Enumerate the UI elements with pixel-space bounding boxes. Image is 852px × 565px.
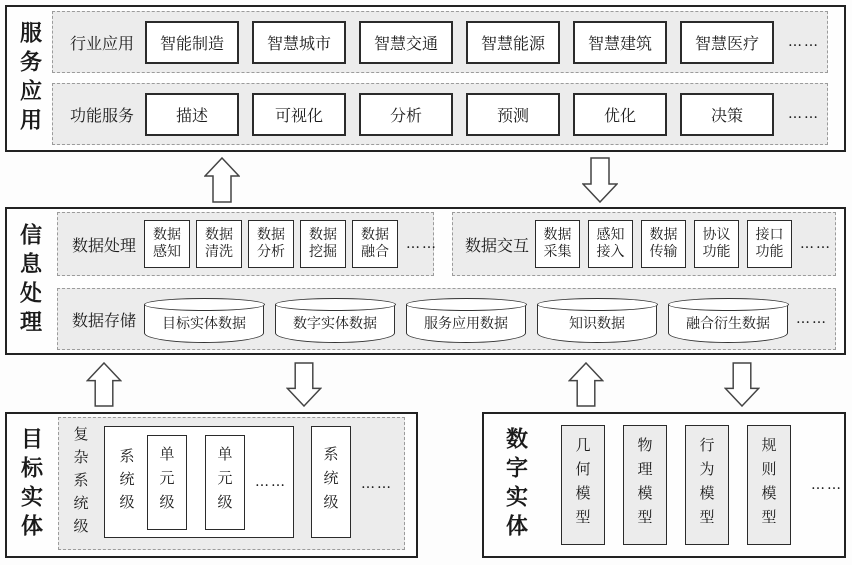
ellipsis-text: …… bbox=[800, 236, 832, 252]
interaction-box-label: 数据采集 bbox=[543, 226, 572, 260]
ellipsis-text: …… bbox=[788, 106, 820, 122]
up-arrow-icon bbox=[568, 362, 604, 407]
interaction-box-label: 数据传输 bbox=[649, 226, 678, 260]
function-box: 决策 bbox=[680, 93, 774, 136]
model-box: 物理模型 bbox=[623, 425, 667, 545]
industry-application-boxes bbox=[145, 21, 774, 64]
ellipsis-text: …… bbox=[406, 236, 438, 252]
up-arrow-icon bbox=[204, 157, 240, 203]
function-service-boxes bbox=[145, 93, 774, 136]
function-service-group bbox=[52, 83, 828, 145]
complex-system-label: 复杂系统级 bbox=[71, 426, 90, 541]
function-box: 描述 bbox=[145, 93, 239, 136]
cylinder-top-icon bbox=[537, 298, 658, 311]
data-storage-group bbox=[57, 288, 836, 350]
function-box: 分析 bbox=[359, 93, 453, 136]
data-processing-label: 数据处理 bbox=[71, 235, 136, 255]
data-processing-boxes bbox=[144, 220, 398, 268]
information-processing-title: 信息处理 bbox=[16, 223, 43, 339]
storage-cylinder-label: 目标实体数据 bbox=[162, 316, 246, 332]
storage-cylinder bbox=[406, 305, 526, 343]
data-storage-cylinders bbox=[144, 296, 788, 343]
industry-app-box: 智能制造 bbox=[145, 21, 239, 64]
industry-app-box: 智慧城市 bbox=[252, 21, 346, 64]
storage-cylinder bbox=[668, 305, 788, 343]
model-box: 行为模型 bbox=[685, 425, 729, 545]
service-layer-title: 服务应用 bbox=[16, 20, 43, 137]
target-entity-title: 目标实体 bbox=[17, 427, 44, 543]
function-box: 可视化 bbox=[252, 93, 346, 136]
data-interaction-group bbox=[452, 212, 836, 276]
cylinder-top-icon bbox=[668, 298, 789, 311]
up-arrow-icon bbox=[86, 362, 122, 407]
function-box: 优化 bbox=[573, 93, 667, 136]
processing-box-label: 数据挖掘 bbox=[309, 226, 337, 260]
cylinder-top-icon bbox=[406, 298, 527, 311]
down-arrow-icon bbox=[286, 362, 322, 407]
cylinder-top-icon bbox=[275, 298, 396, 311]
processing-box bbox=[248, 220, 294, 268]
industry-app-box: 智慧能源 bbox=[466, 21, 560, 64]
processing-box-label: 数据分析 bbox=[257, 226, 285, 260]
industry-application-label: 行业应用 bbox=[69, 33, 134, 53]
unit-level-box: 单元级 bbox=[147, 435, 187, 530]
storage-cylinder-label: 数字实体数据 bbox=[293, 316, 377, 332]
processing-box-label: 数据融合 bbox=[361, 226, 389, 260]
data-interaction-boxes bbox=[535, 220, 792, 268]
digital-entity-section bbox=[482, 412, 846, 558]
information-processing-layer bbox=[5, 207, 846, 355]
processing-box bbox=[352, 220, 398, 268]
interaction-box bbox=[588, 220, 633, 268]
model-box: 规则模型 bbox=[747, 425, 791, 545]
ellipsis-text: …… bbox=[361, 475, 393, 492]
complex-system-group bbox=[58, 417, 405, 550]
data-processing-group bbox=[57, 212, 438, 276]
interaction-box-label: 接口功能 bbox=[755, 226, 784, 260]
ellipsis-wrap bbox=[361, 418, 393, 549]
interaction-box-label: 协议功能 bbox=[702, 226, 731, 260]
system-level-box: 系统级 bbox=[311, 426, 351, 538]
storage-cylinder-label: 知识数据 bbox=[569, 316, 625, 332]
ellipsis-text: …… bbox=[796, 311, 828, 327]
processing-box bbox=[196, 220, 242, 268]
storage-cylinder-label: 服务应用数据 bbox=[424, 316, 508, 332]
ellipsis-text: …… bbox=[788, 34, 820, 50]
interaction-box bbox=[535, 220, 580, 268]
industry-app-box: 智慧医疗 bbox=[680, 21, 774, 64]
model-boxes bbox=[561, 423, 843, 547]
down-arrow-icon bbox=[724, 362, 760, 407]
storage-cylinder-label: 融合衍生数据 bbox=[686, 316, 770, 332]
ellipsis-text: …… bbox=[255, 474, 287, 490]
industry-app-box: 智慧建筑 bbox=[573, 21, 667, 64]
target-entity-section bbox=[5, 412, 418, 558]
digital-entity-title: 数字实体 bbox=[502, 427, 529, 543]
data-storage-label: 数据存储 bbox=[71, 310, 136, 330]
unit-level-box: 单元级 bbox=[205, 435, 245, 530]
processing-box bbox=[300, 220, 346, 268]
interaction-box bbox=[694, 220, 739, 268]
storage-cylinder bbox=[537, 305, 657, 343]
function-box: 预测 bbox=[466, 93, 560, 136]
interaction-box bbox=[747, 220, 792, 268]
processing-box-label: 数据清洗 bbox=[205, 226, 233, 260]
unit-level-boxes bbox=[147, 435, 245, 530]
interaction-box bbox=[641, 220, 686, 268]
storage-cylinder bbox=[275, 305, 395, 343]
cylinder-top-icon bbox=[144, 298, 265, 311]
service-application-layer bbox=[5, 5, 846, 152]
industry-app-box: 智慧交通 bbox=[359, 21, 453, 64]
system-level-container bbox=[104, 426, 294, 538]
storage-cylinder bbox=[144, 305, 264, 343]
model-box: 几何模型 bbox=[561, 425, 605, 545]
function-service-label: 功能服务 bbox=[69, 105, 134, 125]
industry-application-group bbox=[52, 11, 828, 73]
system-level-label: 系统级 bbox=[117, 447, 136, 517]
ellipsis-text: …… bbox=[811, 477, 843, 493]
data-interaction-label: 数据交互 bbox=[464, 235, 529, 255]
processing-box-label: 数据感知 bbox=[153, 226, 181, 260]
interaction-box-label: 感知接入 bbox=[596, 226, 625, 260]
processing-box bbox=[144, 220, 190, 268]
down-arrow-icon bbox=[582, 157, 618, 203]
